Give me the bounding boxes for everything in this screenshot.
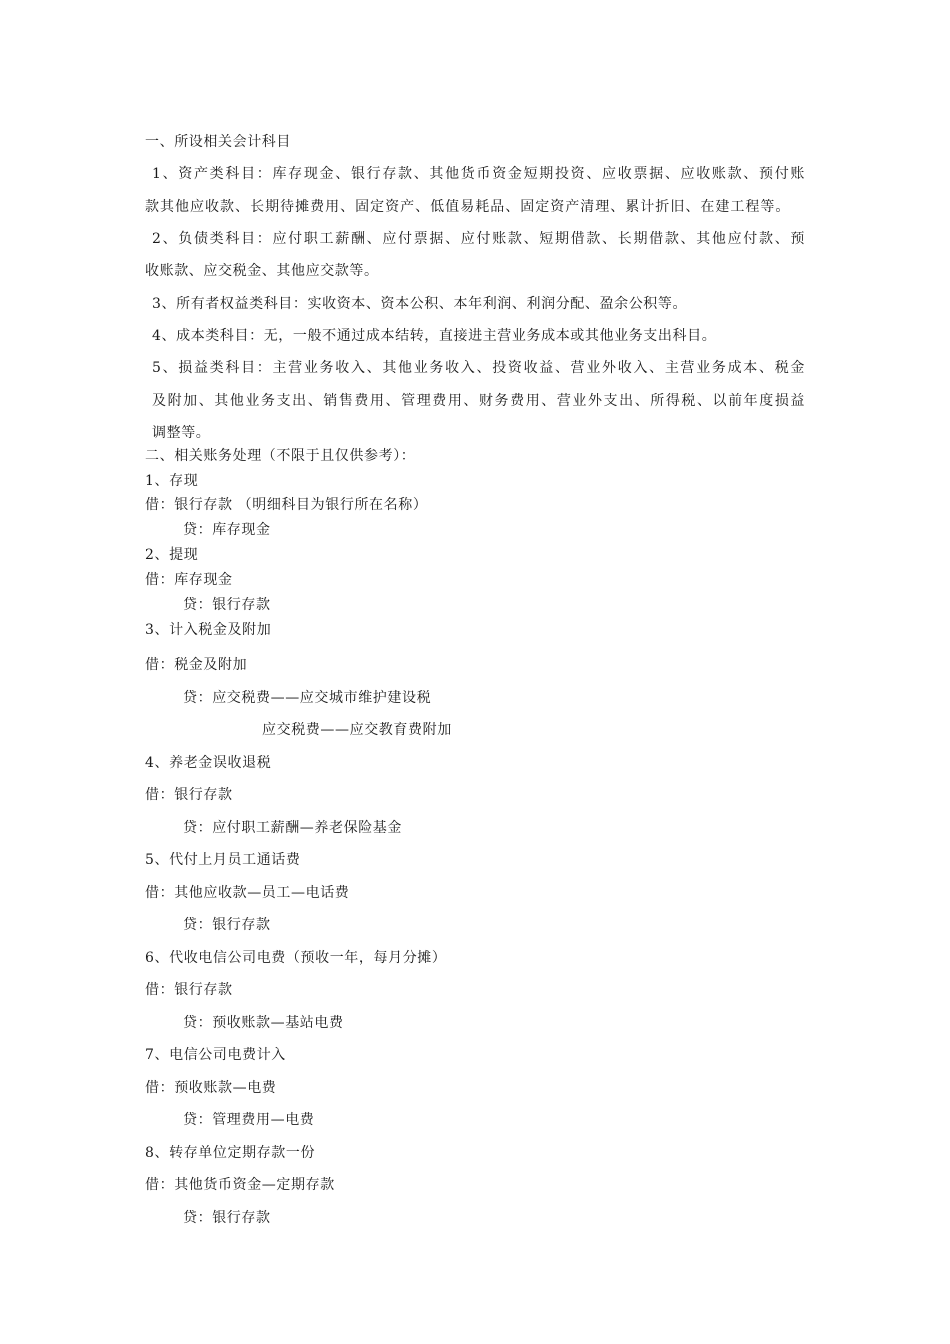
cost-line: 4、成本类科目：无，一般不通过成本结转，直接进主营业务成本或其他业务支出科目。 bbox=[152, 328, 717, 344]
liabilities-line-1: 2、负债类科目：应付职工薪酬、应付票据、应付账款、短期借款、长期借款、其他应付款、预 bbox=[152, 231, 805, 247]
entry-title: 1、存现 bbox=[145, 473, 199, 489]
entry-debit: 借：库存现金 bbox=[145, 572, 233, 588]
entry-credit: 贷：银行存款 bbox=[183, 917, 271, 933]
profit-loss-line-2: 及附加、其他业务支出、销售费用、管理费用、财务费用、营业外支出、所得税、以前年度损益 bbox=[152, 393, 805, 409]
entry-credit: 贷：银行存款 bbox=[183, 1210, 271, 1226]
entry-debit: 借：税金及附加 bbox=[145, 657, 248, 673]
entry-credit-continued: 应交税费——应交教育费附加 bbox=[262, 722, 452, 738]
entry-title: 7、电信公司电费计入 bbox=[145, 1047, 286, 1063]
entry-credit: 贷：应交税费——应交城市维护建设税 bbox=[183, 690, 432, 706]
section2-heading: 二、相关账务处理（不限于且仅供参考）： bbox=[145, 448, 416, 464]
entry-debit: 借：银行存款 bbox=[145, 982, 233, 998]
entry-title: 3、计入税金及附加 bbox=[145, 622, 272, 638]
section1-heading: 一、所设相关会计科目 bbox=[145, 134, 291, 150]
profit-loss-line-1: 5、损益类科目：主营业务收入、其他业务收入、投资收益、营业外收入、主营业务成本、税金 bbox=[152, 360, 805, 376]
entry-credit: 贷：库存现金 bbox=[183, 522, 271, 538]
entry-title: 4、养老金误收退税 bbox=[145, 755, 272, 771]
entry-debit: 借：银行存款 （明细科目为银行所在名称） bbox=[145, 497, 428, 513]
entry-debit: 借：银行存款 bbox=[145, 787, 233, 803]
entry-credit: 贷：应付职工薪酬—养老保险基金 bbox=[183, 820, 402, 836]
entry-debit: 借：预收账款—电费 bbox=[145, 1080, 277, 1096]
entry-credit: 贷：预收账款—基站电费 bbox=[183, 1015, 344, 1031]
entry-credit: 贷：管理费用—电费 bbox=[183, 1112, 315, 1128]
entry-title: 2、提现 bbox=[145, 547, 199, 563]
entry-title: 8、转存单位定期存款一份 bbox=[145, 1145, 316, 1161]
profit-loss-line-3: 调整等。 bbox=[152, 425, 211, 441]
assets-line-1: 1、资产类科目：库存现金、银行存款、其他货币资金短期投资、应收票据、应收账款、预付账 bbox=[152, 166, 805, 182]
entry-title: 6、代收电信公司电费（预收一年，每月分摊） bbox=[145, 950, 447, 966]
entry-credit: 贷：银行存款 bbox=[183, 597, 271, 613]
entry-debit: 借：其他货币资金—定期存款 bbox=[145, 1177, 335, 1193]
entry-title: 5、代付上月员工通话费 bbox=[145, 852, 301, 868]
entry-debit: 借：其他应收款—员工—电话费 bbox=[145, 885, 350, 901]
assets-line-2: 款其他应收款、长期待摊费用、固定资产、低值易耗品、固定资产清理、累计折旧、在建工程等。 bbox=[145, 199, 790, 215]
equity-line: 3、所有者权益类科目：实收资本、资本公积、本年利润、利润分配、盈余公积等。 bbox=[152, 296, 688, 312]
liabilities-line-2: 收账款、应交税金、其他应交款等。 bbox=[145, 263, 379, 279]
